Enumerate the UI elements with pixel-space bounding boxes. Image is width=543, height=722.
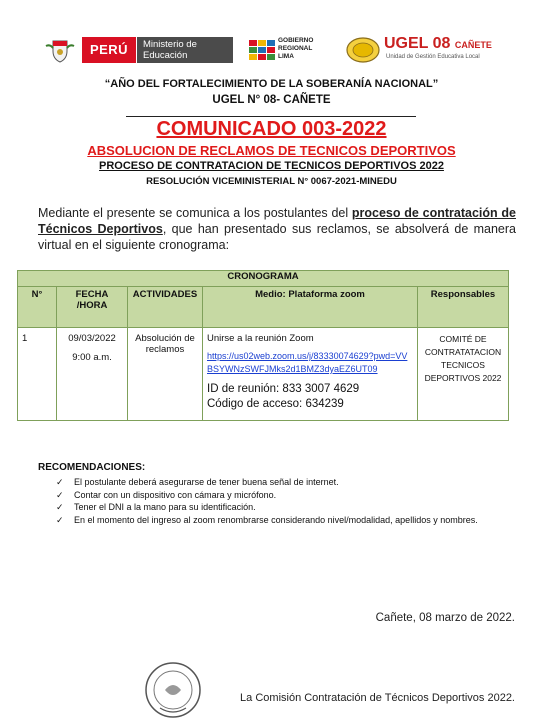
regional-government-label: GOBIERNO REGIONAL LIMA [278,37,314,60]
row-num: 1 [18,328,57,421]
intro-bold: proceso de contratación de Técnicos Deportivos [38,206,516,236]
list-item: ✓ Tener el DNI a la mano para su identificación. [56,502,256,512]
ministry-logo: Ministerio de Educación [137,37,233,63]
checkmark-icon: ✓ [56,477,64,487]
ugel-heading: UGEL N° 08- CAÑETE [212,94,331,106]
row-date: 09/03/2022 [68,333,116,344]
intro-text-2: , que han presentado sus reclamos, se absolverá de manera virtual en el siguiente cronograma: [38,222,516,252]
checkmark-icon: ✓ [56,502,64,512]
ugel-place: CAÑETE [454,40,492,50]
peru-coat-of-arms-icon [44,38,76,64]
zoom-join-text: Unirse a la reunión Zoom [207,333,314,344]
header-actividades: ACTIVIDADES [128,287,203,328]
document-date: Cañete, 08 marzo de 2022. [375,612,515,624]
row-time: 9:00 a.m. [72,352,112,363]
list-item: ✓ En el momento del ingreso al zoom renombrarse considerando nivel/modalidad, apellidos y nombres. [56,514,478,525]
header-responsables: Responsables [418,287,509,328]
schedule-table [17,270,509,421]
meeting-id: ID de reunión: 833 3007 4629 [207,383,360,395]
regional-government-logo-icon [249,38,275,62]
header-divider [126,116,416,117]
schedule-title: CRONOGRAMA [18,271,509,287]
resolucion-line: RESOLUCIÓN VICEMINISTERIAL N° 0067-2021-MINEDU [146,176,397,187]
official-seal-icon [140,660,206,720]
comunicado-title: COMUNICADO 003-2022 [156,118,387,140]
proceso-subtitle: PROCESO DE CONTRATACION DE TECNICOS DEPORTIVOS 2022 [99,160,444,172]
ugel-subtitle: Unidad de Gestión Educativa Local [386,54,480,60]
ugel-logo-text [384,35,492,53]
checkmark-icon: ✓ [56,489,64,500]
row-responsible: COMITÉ DE CONTRATATACION TECNICOS DEPORTIVOS 2022 [418,328,509,421]
access-code: Código de acceso: 634239 [207,398,344,410]
header-medio: Medio: Plataforma zoom [203,287,418,328]
recommendations-title: RECOMENDACIONES: [38,462,146,473]
table-row [18,328,509,421]
ugel-name: UGEL 08 [384,35,451,52]
intro-paragraph [38,205,516,253]
header-num: N° [18,287,57,328]
list-item: ✓ El postulante deberá asegurarse de tener buena señal de internet. [56,477,339,487]
year-title: “AÑO DEL FORTALECIMIENTO DE LA SOBERANÍA NACIONAL” [104,78,439,90]
table-header-row [18,287,509,328]
intro-text-1: Mediante el presente se comunica a los postulantes del [38,206,352,220]
checkmark-icon: ✓ [56,514,64,525]
peru-logo: PERÚ [82,37,136,63]
absolucion-subtitle: ABSOLUCION DE RECLAMOS DE TECNICOS DEPORTIVOS [87,143,456,158]
row-activity: Absolución de reclamos [128,328,203,421]
signature-line: La Comisión Contratación de Técnicos Deportivos 2022. [240,692,515,704]
row-medio [203,328,418,421]
row-fecha [57,328,128,421]
recommendations-list [56,476,478,526]
list-item: ✓ Contar con un dispositivo con cámara y micrófono. [56,489,277,500]
header-fecha: FECHA /HORA [57,287,128,328]
ugel-emblem-icon [346,37,380,63]
zoom-link[interactable]: https://us02web.zoom.us/j/83330074629?pwd=VVBSYWNzSWFJMks2d1BMZ3dyaEZ6UT09 [207,351,408,374]
